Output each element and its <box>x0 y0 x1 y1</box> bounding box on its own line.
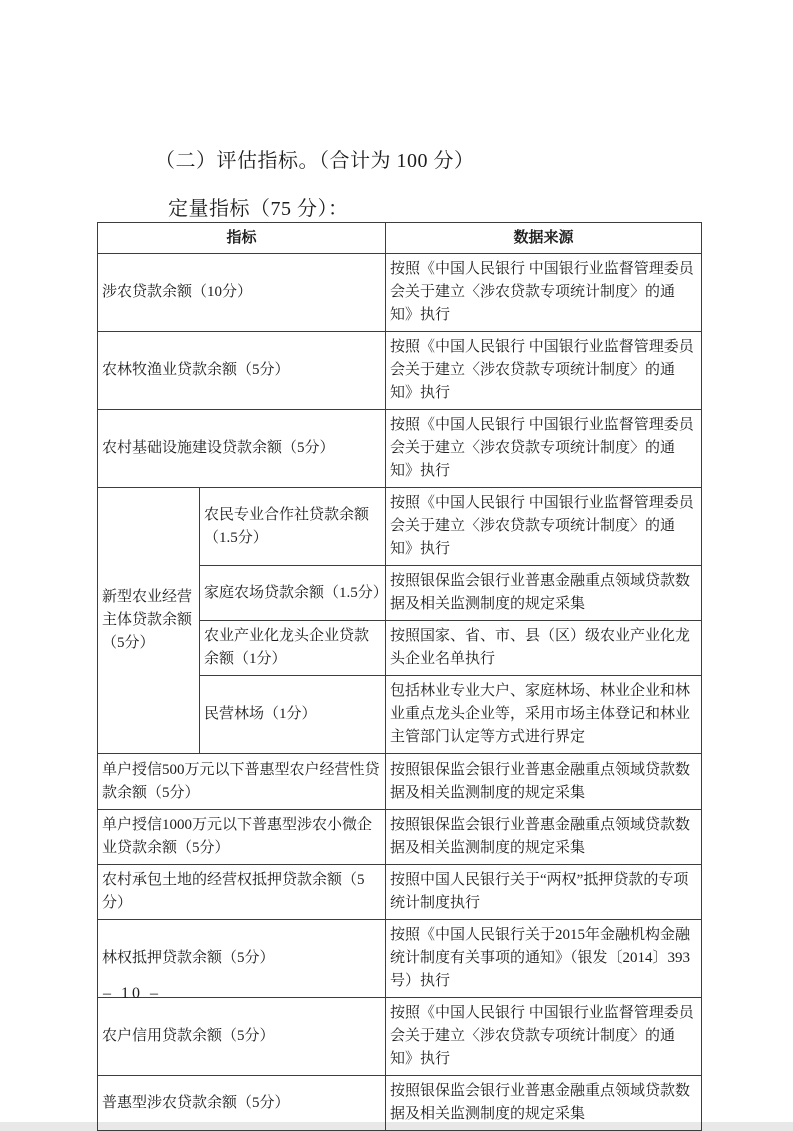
source-cell: 按照银保监会银行业普惠金融重点领域贷款数据及相关监测制度的规定采集 <box>386 810 702 865</box>
table-row <box>98 920 702 998</box>
source-cell: 按照国家、省、市、县（区）级农业产业化龙头企业名单执行 <box>386 621 702 676</box>
indicator-cell: 农村承包土地的经营权抵押贷款余额（5分） <box>98 865 386 920</box>
sub-indicator-cell: 家庭农场贷款余额（1.5分） <box>200 566 386 621</box>
page-number: – 10 – <box>103 985 161 1002</box>
sub-indicator-cell: 农业产业化龙头企业贷款余额（1分） <box>200 621 386 676</box>
source-cell: 按照《中国人民银行关于2015年金融机构金融统计制度有关事项的通知》（银发〔2014〕393号）执行 <box>386 920 702 998</box>
indicator-cell: 农户信用贷款余额（5分） <box>98 998 386 1076</box>
indicator-cell: 林权抵押贷款余额（5分） <box>98 920 386 998</box>
table-row <box>98 332 702 410</box>
indicator-cell: 单户授信1000万元以下普惠型涉农小微企业贷款余额（5分） <box>98 810 386 865</box>
indicator-cell: 农林牧渔业贷款余额（5分） <box>98 332 386 410</box>
source-cell: 按照《中国人民银行 中国银行业监督管理委员会关于建立〈涉农贷款专项统计制度〉的通知》执行 <box>386 998 702 1076</box>
source-cell: 包括林业专业大户、家庭林场、林业企业和林业重点龙头企业等，采用市场主体登记和林业主管部门认定等方式进行界定 <box>386 676 702 754</box>
table-row <box>98 810 702 865</box>
indicator-cell: 单户授信500万元以下普惠型农户经营性贷款余额（5分） <box>98 754 386 810</box>
table-header-row <box>98 223 702 254</box>
column-header-indicator: 指标 <box>98 223 386 254</box>
table-row <box>98 865 702 920</box>
column-header-source: 数据来源 <box>386 223 702 254</box>
table-row <box>98 1076 702 1131</box>
indicator-table <box>97 222 702 1131</box>
source-cell: 按照中国人民银行关于“两权”抵押贷款的专项统计制度执行 <box>386 865 702 920</box>
source-cell: 按照《中国人民银行 中国银行业监督管理委员会关于建立〈涉农贷款专项统计制度〉的通知》执行 <box>386 254 702 332</box>
group-label-cell: 新型农业经营主体贷款余额（5分） <box>98 488 200 754</box>
table-row <box>98 488 702 566</box>
indicator-cell: 农村基础设施建设贷款余额（5分） <box>98 410 386 488</box>
table-row <box>98 754 702 810</box>
indicator-cell: 普惠型涉农贷款余额（5分） <box>98 1076 386 1131</box>
sub-indicator-cell: 民营林场（1分） <box>200 676 386 754</box>
source-cell: 按照银保监会银行业普惠金融重点领域贷款数据及相关监测制度的规定采集 <box>386 754 702 810</box>
source-cell: 按照《中国人民银行 中国银行业监督管理委员会关于建立〈涉农贷款专项统计制度〉的通知》执行 <box>386 488 702 566</box>
section-heading: （二）评估指标。（合计为 100 分） <box>155 150 475 172</box>
table-row <box>98 998 702 1076</box>
source-cell: 按照《中国人民银行 中国银行业监督管理委员会关于建立〈涉农贷款专项统计制度〉的通知》执行 <box>386 332 702 410</box>
source-cell: 按照银保监会银行业普惠金融重点领域贷款数据及相关监测制度的规定采集 <box>386 566 702 621</box>
sub-indicator-cell: 农民专业合作社贷款余额（1.5分） <box>200 488 386 566</box>
table-row <box>98 410 702 488</box>
source-cell: 按照《中国人民银行 中国银行业监督管理委员会关于建立〈涉农贷款专项统计制度〉的通知》执行 <box>386 410 702 488</box>
indicator-cell: 涉农贷款余额（10分） <box>98 254 386 332</box>
sub-heading: 定量指标（75 分）： <box>168 198 349 220</box>
table-row <box>98 254 702 332</box>
source-cell: 按照银保监会银行业普惠金融重点领域贷款数据及相关监测制度的规定采集 <box>386 1076 702 1131</box>
